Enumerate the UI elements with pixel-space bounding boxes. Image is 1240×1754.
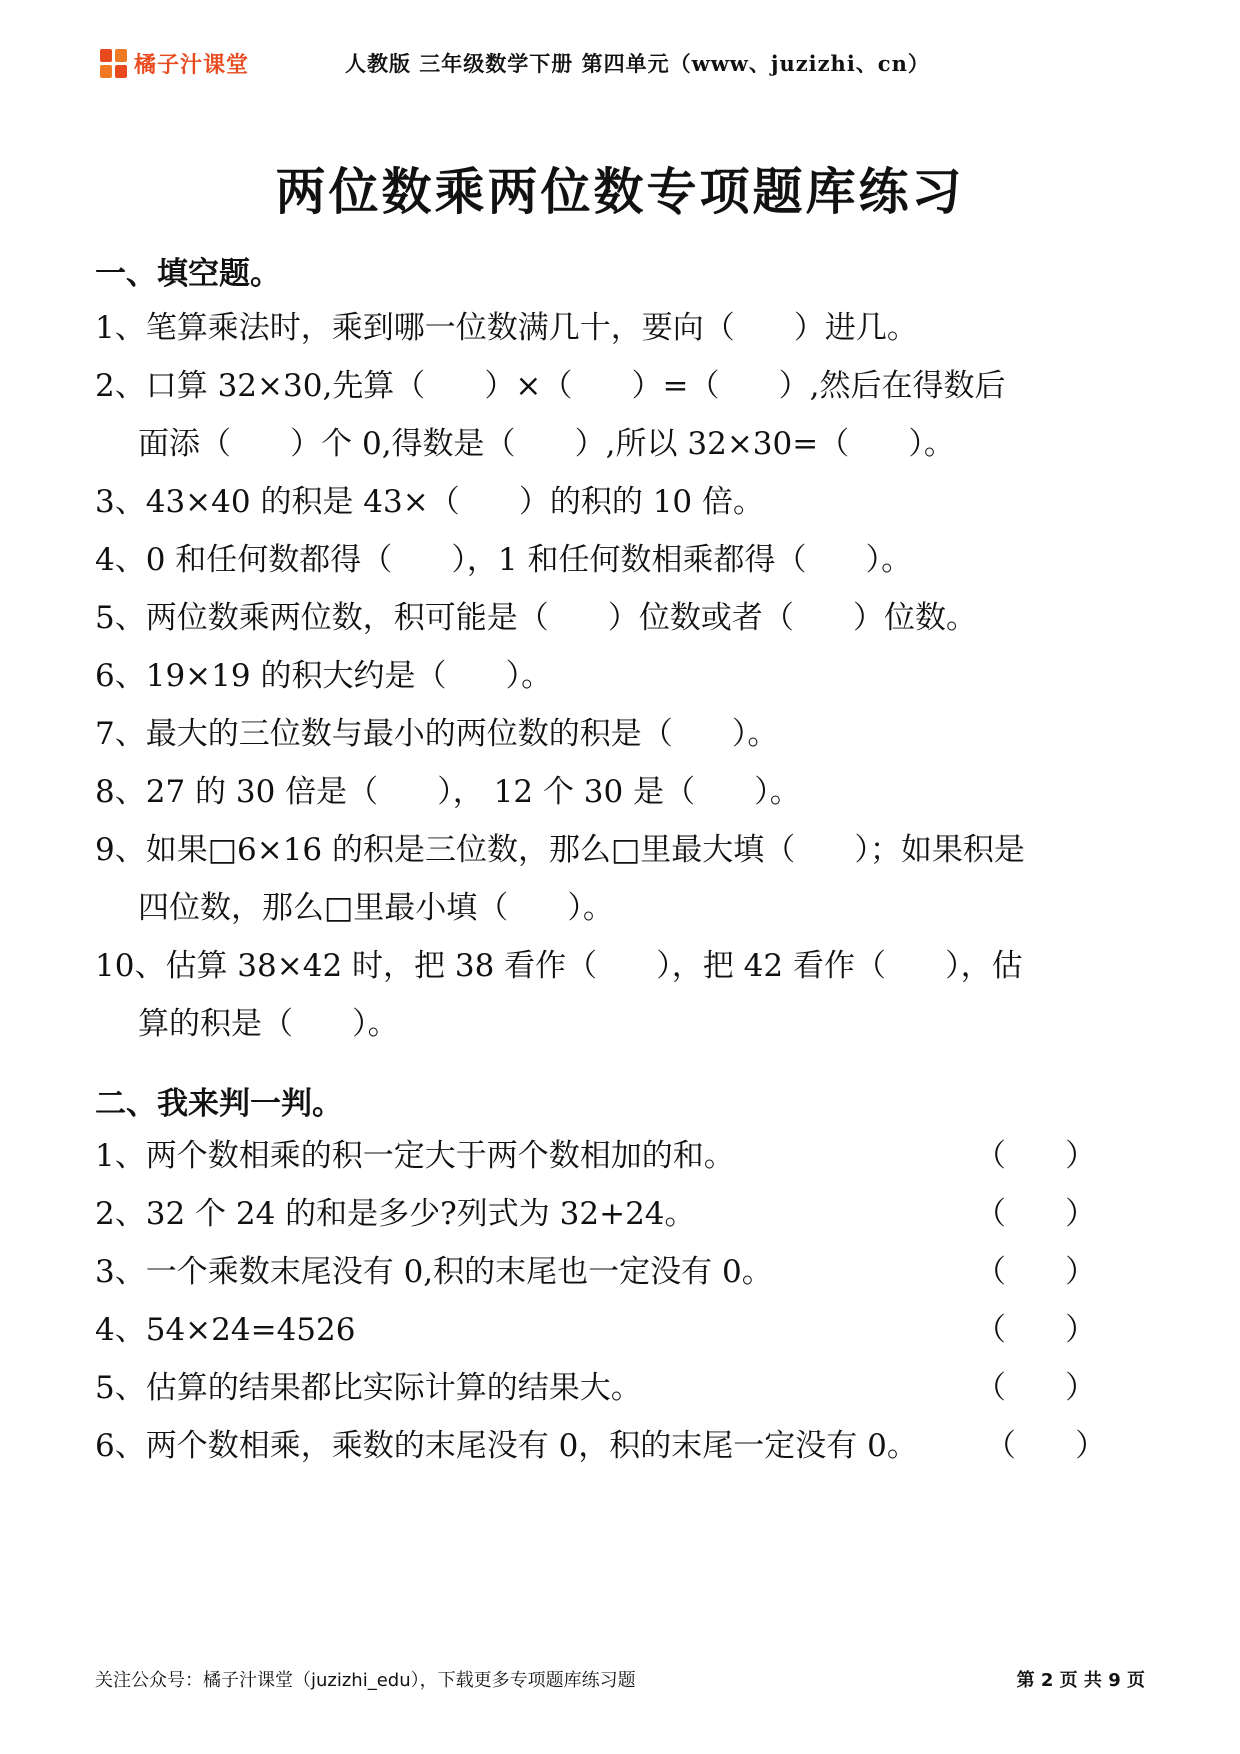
page-header (0, 0, 1240, 110)
answer-bracket: （ ） (975, 1312, 1097, 1348)
answer-bracket: （ ） (985, 1428, 1107, 1464)
question-line: 5、两位数乘两位数，积可能是（ ）位数或者（ ）位数。 (95, 600, 977, 636)
logo-text: 橘子汁课堂 (134, 53, 250, 78)
judge-item-text: 1、两个数相乘的积一定大于两个数相加的和。 (95, 1138, 735, 1174)
answer-bracket: （ ） (975, 1138, 1097, 1174)
page-number: 第 2 页 共 9 页 (1016, 1670, 1145, 1691)
question-line: 7、最大的三位数与最小的两位数的积是（ ）。 (95, 716, 779, 752)
footer-note: 关注公众号：橘子汁课堂（juzizhi_edu），下载更多专项题库练习题 (95, 1670, 636, 1691)
page-title: 两位数乘两位数专项题库练习 (275, 162, 965, 221)
section-heading-judge: 二、我来判一判。 (95, 1086, 343, 1122)
answer-bracket: （ ） (975, 1370, 1097, 1406)
judge-item-text: 3、一个乘数末尾没有 0,积的末尾也一定没有 0。 (95, 1254, 773, 1290)
question-line: 2、口算 32×30,先算（ ）×（ ）=（ ）,然后在得数后 (95, 368, 1006, 404)
logo-icon (100, 49, 128, 79)
judge-item-text: 6、两个数相乘，乘数的末尾没有 0，积的末尾一定没有 0。 (95, 1428, 918, 1464)
question-line: 9、如果□6×16 的积是三位数，那么□里最大填（ ）；如果积是 (95, 832, 1025, 868)
question-line: 8、27 的 30 倍是（ ）， 12 个 30 是（ ）。 (95, 774, 801, 810)
judge-item-text: 2、32 个 24 的和是多少?列式为 32+24。 (95, 1196, 696, 1232)
question-line-continued: 四位数，那么□里最小填（ ）。 (138, 890, 614, 926)
question-line: 3、43×40 的积是 43×（ ）的积的 10 倍。 (95, 484, 764, 520)
header-title: 人教版 三年级数学下册 第四单元（www、juzizhi、cn） (345, 51, 930, 76)
answer-bracket: （ ） (975, 1254, 1097, 1290)
section-heading-fill-blank: 一、填空题。 (95, 256, 281, 292)
judge-item-text: 5、估算的结果都比实际计算的结果大。 (95, 1370, 642, 1406)
question-line-continued: 面添（ ）个 0,得数是（ ）,所以 32×30=（ ）。 (138, 426, 955, 462)
question-line: 6、19×19 的积大约是（ ）。 (95, 658, 553, 694)
question-line: 1、笔算乘法时，乘到哪一位数满几十，要向（ ）进几。 (95, 310, 918, 346)
brand-logo (100, 48, 249, 79)
question-line: 4、0 和任何数都得（ ），1 和任何数相乘都得（ ）。 (95, 542, 913, 578)
judge-item-text: 4、54×24=4526 (95, 1312, 356, 1348)
question-line: 10、估算 38×42 时，把 38 看作（ ），把 42 看作（ ），估 (95, 948, 1023, 984)
question-line-continued: 算的积是（ ）。 (138, 1006, 399, 1042)
answer-bracket: （ ） (975, 1196, 1097, 1232)
